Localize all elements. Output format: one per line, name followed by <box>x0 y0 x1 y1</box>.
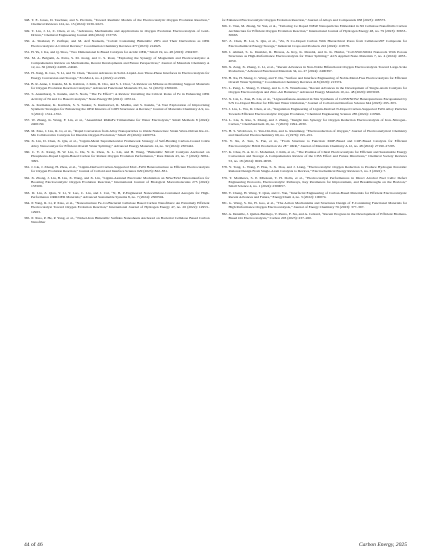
reference-entry: 363. D. Liu, Z. Qian, Y. Li, Y. Luo, C. Liu, and J. Cui, “N, B, P-Engineered Nanocellulose-Contained Aerogels for High-Performance ORR/OER Materials,” Advanced Sustainable Systems 8, no. 7 (2024): 2300594. <box>24 190 210 199</box>
reference-entry: 366. C. Tian, M. Zhang, W. Yan, et al., “Tailoring Ce Doped NiFeP Nanoparticles Embedded in 3D Cellulose Nanofibrils Carbon Architecture for Efficient Oxygen Evolution Reaction,” International Journal of Hydrogen Energy 48, no. 79 (2023): 30653–30663. <box>221 24 407 37</box>
reference-entry: 361. J. Liu, J. Zhang, H. Zhou, et al., “Lignin-Derived Carbon-Supported MoC–FeNi Heterostructure as Efficient Electrocatalysts for Oxygen Evolution Reaction,” Journal of Colloid and Interface Science 629 (2023): 822–831. <box>24 164 210 174</box>
reference-entry: 358. M. Xiao, J. Liu, R. Li, et al., “Rapid Conversion from Alloy Nanoparticles to Oxide Nanowires: Strain Wave-Driven Ru–O–Mn Collaborative Catalysis for Durable Oxygen Evolution,” Small 20 (2024): 2400754. <box>24 128 210 137</box>
reference-entry: for Enhanced Electrocatalytic Oxygen Evolution Reaction,” Journal of Alloys and Compounds 938 (2023): 168573. <box>221 18 386 22</box>
reference-entry: 348. T. E. Jones, D. Teschner, and S. Piccinin, “Toward Realistic Models of the Electrocatalytic Oxygen Evolution Reaction,” Chemical Reviews 124, no. 15 (2024): 9136–9223. <box>24 18 210 27</box>
reference-entry: 370. H. Xu, H. Shang, C. Wang, and Y. Du, “Surface and Interface Engineering of Noble-Metal-Free Electrocatalysts for Efficient Overall Water Splitting,” Coordination Chemistry Reviews 418 (2020): 213374. <box>221 75 407 84</box>
reference-entry: 371. L. Peng, L. Shang, T. Zhang, and G. I. N. Waterhouse, “Recent Advances in the Development of Single-Atom Catalysts for Oxygen Electrocatalysis and Zinc–Air Batteries,” Advanced Energy Materials 10, no. 48 (2020): 2003018. <box>221 86 407 95</box>
reference-entry: 354. B. R. Anne, J. Kundu, M. K. Kabiraz, J. Kim, D. Cho, and S. I. Choi, “A Review on MXene as Promising Support Materials for Oxygen Evolution Reaction Catalysts,” Advanced Functional Materials 33, no. 51 (2023): 2306100. <box>24 81 210 91</box>
reference-entry: 377. K. Chae, N. A. R. C. Mohamad, J. Kim, et al., “The Promise of Chiral Electrocatalysis for Efficient and Sustainable Energy Conversion and Storage: A Comprehensive Review of the CISS Effect and Future Directions,” Chemical Society Reviews 53, no. 18 (2024): 9029–9058. <box>221 149 407 163</box>
journal-name: Carbon Energy, 2025 <box>358 542 407 548</box>
reference-entry: 369. X. Zeng, X. Zheng, C. Li, et al., “Recent Advances in Non-Noble Bifunctional Oxygen Electrocatalysts Toward Large-Scale Production,” Advanced Functional Materials 34, no. 27 (2024): 2400397. <box>221 64 407 74</box>
page-number: 44 of 46 <box>24 542 43 548</box>
references-section <box>24 18 407 530</box>
reference-entry: 373. J. Liu, L. Wu, D. Chen, et al., “Regulation Engineering of Lignin-Derived N-Doped Carbon-Supported FeNi Alloy Particles Towards Efficient Electrocatalytic Oxygen Evolution,” Chemical Engineering Science 285 (2024): 119596. <box>221 107 407 116</box>
reference-entry: 380. Y. Cheng, H. Wang, T. Qian, and C. Yan, “Interfacial Engineering of Carbon-Based Materials for Efficient Electrocatalysis: Recent Advances and Future,” EnergyChem 4, no. 3 (2022): 100074. <box>221 190 407 199</box>
reference-entry: 381. G. Wang, S. Jin, H. Gao, et al., “The Action Mechanisms and Structures Design of F-Containing Functional Materials for High Performance Oxygen Electrocatalysis,” Journal of Energy Chemistry 76 (2023): 377–397. <box>221 201 407 210</box>
references-right-column <box>222 18 408 530</box>
reference-entry: 350. A. Shahzad, F. Zulfiqar, and M. Arif Nadeem, “Cobalt Containing Bimetallic ZIFs and Their Derivatives as OER Electrocatalysts: A Critical Review,” Coordination Chemistry Reviews 477 (2023): 214925. <box>24 39 210 48</box>
page-footer <box>24 542 407 548</box>
reference-entry: 353. H. Jiang, R. Luo, Y. Li, and W. Chen, “Recent Advances in Solid–Liquid–Gas Three-Phase Interfaces in Electrocatalysis for Energy Conversion and Storage,” EcoMat 4, no. 4 (2022): e12199. <box>24 71 210 80</box>
reference-entry: 367. Z. Chen, H. Lai, S. Qiu, et al., “Zn, N Co-Doped Carbon With Hierarchical Pores from Cellulose/ZIF Composite for Electrochemical Energy Storage,” Industrial Crops and Products 222 (2024): 119579. <box>221 39 407 48</box>
reference-entry: 379. T. Matthews, S. P. Mbokazi, T. H. Dolla, et al., “Electrocatalyst Performances in Direct Alcohol Fuel Cells: Defect Engineering Protocols, Electrocatalytic Pathways, Key Parameters for Improvement, and Breakthroughs on the Horizon,” Small Science 4, no. 1 (2024): 2300057. <box>221 175 407 189</box>
references-left-column <box>24 18 210 530</box>
reference-entry: 352. M. A. Belgami, A. Patra, S. M. Jeong, and C. S. Rout, “Exploring the Synergy of Magnetism and Electrocatalysis: A Comprehensive Review on Mechanisms, Recent Developments and Future Perspectives,” Journal of Materials Chemistry A 12, no. 36 (2024): 24005–24040. <box>24 56 210 69</box>
reference-entry: 356. A. Karmakar, K. Karthick, S. S. Sankar, S. Kumaravel, R. Madhu, and S. Kundu, “A Vast Exploration of Improvising Synthetic Strategies for Enhancing the OER Kinetics of LDH Structures: A Review,” Journal of Materials Chemistry A 9, no. 3 (2021): 1314–1352. <box>24 103 210 116</box>
reference-entry: 351. H. Yu, J. Ke, and Q. Shao, “Two Dimensional Ir-Based Catalysts for Acidic OER,” Small 19, no. 48 (2023): 2304307. <box>24 49 199 54</box>
reference-entry: 365. P. Xiao, P. He, P. Yang, et al., “Nickel-Iron Bimetallic Sulfides Nanosheets Anchored on Bacterial Cellulose Based Carbon Nanofiber <box>24 216 210 225</box>
reference-entry: 375. H. S. Wroblowa, C. Yen-Chi-Pan, and G. Razumney, “Electroreduction of Oxygen,” Journal of Electroanalytical Chemistry and Interfacial Electrochemistry 69, no. 2 (1976): 195–201. <box>221 128 407 137</box>
reference-entry: 372. X. Lin, L. Xue, B. Liu, et al., “Lignosulfonate-Assisted in Situ Synthesis of Co9S8/Ni3S2 Heterojunctions Encapsulated by S/N Co-Doped Biochar for Efficient Water Oxidation,” Journal of Colloid and Interface Science 644 (2023): 295–303. <box>221 96 407 106</box>
reference-entry: 359. X. Lin, D. Chen, X. Qiu, et al., “Lignin-Metal Supramolecular Framework Strategy of Self-Healing Carbon-Coated CoRu Alloy Nanocatalyst for Efficient Overall Water Splitting,” Advanced Energy Materials 14, no. 32 (2024): 2303442. <box>24 139 210 148</box>
reference-entry: 349. T. Liu, J. Li, Z. Chen, et al., “Advances, Mechanisms and Applications in Oxygen Evolution Electrocatalysis of Gold-Driven,” Chemical Engineering Journal 496 (2024): 153733. <box>24 28 210 37</box>
reference-entry: 376. Y. Xu, Z. Sun, S. Fan, et al., “From Structure to Function: MOF-Based and COF-Based Catalysts for Efficient Electrocatalytic H2O2 Production via 2E− ORR,” Journal of Materials Chemistry A 12, no. 48 (2024): 27190–27205. <box>221 139 407 148</box>
reference-entry: 368. I. Ahmed, S. G. Dastider, R. Biswas, A. Roy, K. Mondal, and K. K. Haldar, “Co0.5Ni0.5MO4 Nanorods With Porous Structures as High-Performance Electrocatalysts for Water Splitting,” ACS Applied Nano Materials 7, no. 4 (2024): 4033–4050. <box>221 49 407 63</box>
reference-entry: 357. W. Zhang, K. Wang, F. Lin, et al., “Assembled RhRuFe Trimetallene for Water Electrolysis,” Small Methods 8 (2024): 2400150. <box>24 118 210 127</box>
reference-entry: 378. Y. Tong, L. Wang, F. Hou, S. X. Dou, and J. Liang, “Electrocatalytic Oxygen Reduction to Produce Hydrogen Peroxide: Rational Design From Single-Atom Catalysts to Devices,” Electrochemical Energy Reviews 5, no. 3 (2022): 7. <box>221 164 407 174</box>
reference-entry: 355. S. Anantharaj, S. Kundu, and S. Noda, “The Fe Effect”: A Review Unveiling the Critical Roles of Fe in Enhancing OER Activity of Ni and Co Based Catalysts,” Nano Energy 80 (2021): 105514. <box>24 92 210 101</box>
reference-entry: 382. A. Denaille, J. Quilez-Bermejo, V. Pierro, F. Xu, and A. Celzard, “Recent Progress in the Development of Efficient Biomass-Based Orr Electrocatalysts,” Carbon 203 (2023): 237–260. <box>221 211 407 221</box>
reference-entry: 360. C. Y. Z. Xiong, B. W. Liu, L. Du, Y. K. Zhou, X. L. Lin, and H. Wang, “Bimetallic NiCoP Catalysts Anchored on Phosphorus-Doped Lignin-Based Carbon for Robust Oxygen Evolution Performance,” Rare Metals 43, no. 7 (2024): 3084–3095. <box>24 149 210 163</box>
reference-entry: 362. X. Zhong, J. Liu, B. Liu, X. Wang, and X. Lin, “Lignin-Assisted Electronic Modulation on NiSe/FeS2 Heterointerface for Boosting Electrocatalytic Oxygen Evolution Reaction,” International Journal of Biological Macromolecules 275 (2024): 133509. <box>24 175 210 189</box>
reference-entry: 374. L. Liu, X. Rao, S. Zhang, and J. Zhang, “Insight into Synergy for Oxygen Reduction Electrocatalysis of Iron–Nitrogen–Carbon,” ChemSusChem 16, no. 7 (2023): 1994–2030. <box>221 118 407 127</box>
reference-entry: 364. P. Yang, R. Li, P. Xiao, et al., “Nanostructure Fe–Co/Bacterial Cellulose Based Carbon Nanofibers: An Extremely Efficient Electrocatalyst Toward Oxygen Evolution Reaction,” International Journal of Hydrogen Energy 47, no. 26 (2022): 12953–12963. <box>24 201 210 214</box>
